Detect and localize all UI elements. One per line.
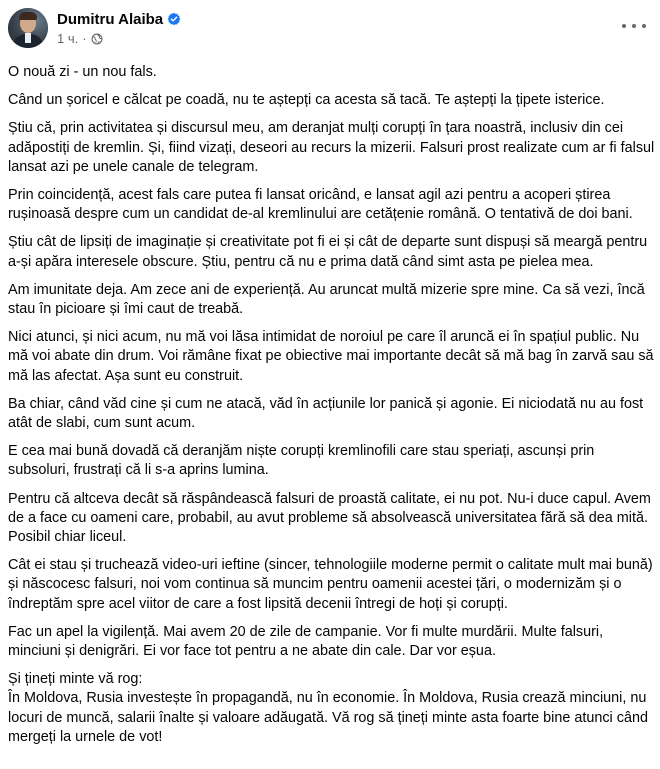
post-paragraph: E cea mai bună dovadă că deranjăm niște corupți kremlinofili care stau speriați, ascunși prin subsoluri, frustrați că li s-a aprins lumina. — [8, 443, 595, 479]
post-paragraph: Cât ei stau și truchează video-uri ieftine (sincer, tehnologiile moderne permit o calitate mult mai bună) și născocesc falsuri, noi vom continua să muncim pentru oamenii acestei țări, o modernizăm și o îndreptăm spre acel viitor de care a fost lipsită decenii întregi de hoți și corupți. — [8, 557, 653, 612]
post-paragraph: Prin coincidență, acest fals care putea fi lansat oricând, e lansat agil azi pentru a acoperi știrea rușinoasă despre cum un candidat de-al kremlinului are cetățenie română. O tentativă de doi bani. — [8, 187, 633, 223]
post-paragraph: Fac un apel la vigilență. Mai avem 20 de zile de campanie. Vor fi multe murdării. Multe falsuri, minciuni și denigrări. Ei vor face tot pentru a ne abate din cale. Dar vor eșua. — [8, 623, 604, 660]
separator-dot: · — [82, 30, 87, 46]
post-paragraph: Știu că, prin activitatea și discursul meu, am deranjat mulți corupți în țara noastră, inclusiv din cei adăpostiți de kremlin. Și, fiind vizați, deseori au recurs la mizerii. Falsuri prost realizate cum ar fi falsul lansat azi pe unele canale de telegram. — [8, 120, 655, 175]
avatar[interactable] — [8, 8, 48, 48]
author-meta — [57, 10, 181, 47]
more-options-icon[interactable] — [622, 16, 646, 36]
post-timestamp[interactable]: 1 ч. — [57, 30, 79, 46]
post-paragraph: Pentru că altceva decât să răspândească falsuri de proastă calitate, ei nu pot. Nu-i duce capul. Avem de a face cu oameni care, probabil, au avut probleme să absolvească universitatea fără să dea mită. Posibil chiar liceul. — [8, 490, 651, 546]
post-header — [8, 8, 181, 48]
author-name[interactable]: Dumitru Alaiba — [57, 10, 164, 28]
verified-badge-icon — [167, 12, 181, 26]
post-paragraph: Când un șoricel e călcat pe coadă, nu te aștepți ca acesta să tacă. Te aștepți la țipete isterice. — [8, 92, 605, 109]
name-row — [57, 10, 181, 29]
post-paragraph: Știu cât de lipsiți de imaginație și creativitate pot fi ei și cât de departe sunt dispuși să meargă pentru a-și apăra interesele obscure. Știu, pentru că nu e prima dată când simt asta pe pielea mea. — [8, 234, 648, 270]
post-paragraph: O nouă zi - un nou fals. — [8, 64, 157, 80]
post-subtitle — [57, 31, 181, 47]
post-content — [8, 63, 656, 756]
post-paragraph: Am imunitate deja. Am zece ani de experiență. Au aruncat multă mizerie spre mine. Ca să vezi, încă stau în picioare și îmi caut de treabă. — [8, 281, 645, 318]
post-paragraph: Și țineți minte vă rog: În Moldova, Rusia investește în propagandă, nu în economie. În Moldova, Rusia crează minciuni, nu locuri de muncă, salarii înalte și valoare adăugată. Vă rog să țineți minte asta foarte bine atunci când mergeți la urnele de vot! — [8, 671, 648, 745]
post-paragraph: Nici atunci, și nici acum, nu mă voi lăsa intimidat de noroiul pe care îl aruncă ei în spațiul public. Nu mă voi abate din drum. Voi rămâne fixat pe obiective mai importante decât să mă bag în zarvă sau să mă las afectat. Așa sunt eu construit. — [8, 329, 654, 384]
post-paragraph: Ba chiar, când văd cine și cum ne atacă, văd în acțiunile lor panică și agonie. Ei niciodată nu au fost atât de slabi, cum sunt acum. — [8, 395, 644, 432]
globe-icon[interactable] — [91, 33, 103, 45]
